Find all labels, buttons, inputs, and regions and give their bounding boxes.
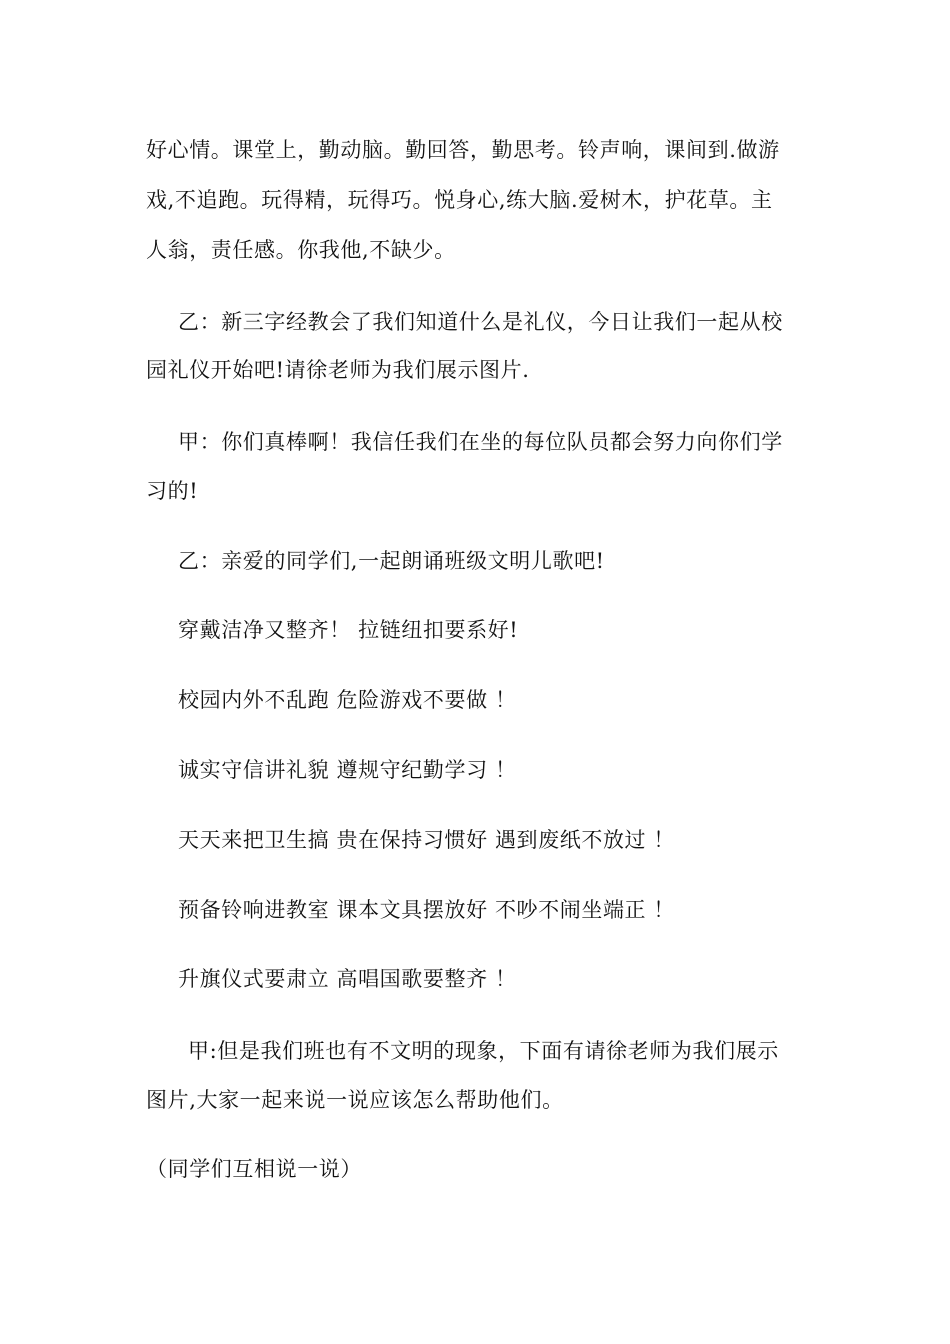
paragraph-line: 戏,不追跑。玩得精，玩得巧。悦身心,练大脑.爱树木，护花草。主	[146, 188, 773, 212]
rhyme-line: 校园内外不乱跑 危险游戏不要做 ！	[178, 688, 517, 712]
paragraph-line: 甲：你们真棒啊！我信任我们在坐的每位队员都会努力向你们学	[178, 430, 783, 454]
paragraph-line: 图片,大家一起来说一说应该怎么帮助他们。	[146, 1088, 564, 1112]
stage-direction: （同学们互相说一说）	[146, 1157, 362, 1181]
rhyme-line: 穿戴洁净又整齐！ 拉链纽扣要系好!	[178, 618, 519, 642]
paragraph-line: 习的!	[146, 479, 199, 503]
rhyme-line: 诚实守信讲礼貌 遵规守纪勤学习 ！	[178, 758, 517, 782]
rhyme-line: 天天来把卫生搞 贵在保持习惯好 遇到废纸不放过 ！	[178, 828, 676, 852]
rhyme-line: 升旗仪式要肃立 高唱国歌要整齐 ！	[178, 967, 517, 991]
paragraph-line: 乙：新三字经教会了我们知道什么是礼仪，今日让我们一起从校	[178, 310, 783, 334]
paragraph-line: 甲:但是我们班也有不文明的现象，下面有请徐老师为我们展示	[188, 1039, 779, 1063]
paragraph-line: 乙：亲爱的同学们,一起朗诵班级文明儿歌吧!	[178, 549, 605, 573]
paragraph-line: 好心情。课堂上，勤动脑。勤回答，勤思考。铃声响，课间到.做游	[146, 138, 780, 162]
paragraph-line: 园礼仪开始吧!请徐老师为我们展示图片.	[146, 358, 530, 382]
paragraph-line: 人翁，责任感。你我他,不缺少。	[146, 238, 456, 262]
rhyme-line: 预备铃响进教室 课本文具摆放好 不吵不闹坐端正 ！	[178, 898, 676, 922]
